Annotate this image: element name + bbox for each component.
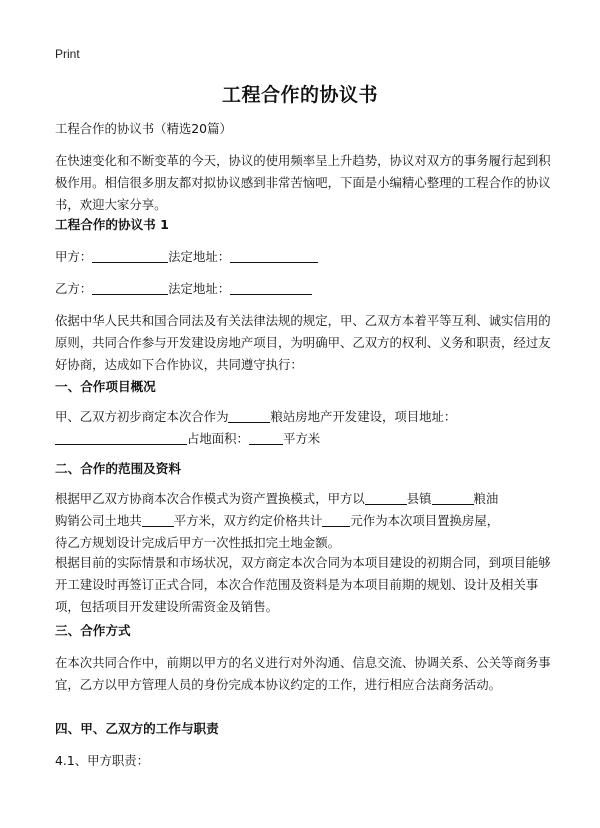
price-blank xyxy=(322,512,350,527)
intro-paragraph: 在快速变化和不断变革的今天，协议的使用频率呈上升趋势，协议对双方的事务履行起到积极作用。相信很多朋友都对拟协议感到非常苦恼吧，下面是小编精心整理的工程合作的协议书，欢迎大家分享。 xyxy=(55,153,551,212)
party-b-label: 乙方： xyxy=(55,281,93,296)
cooperation-method-paragraph: 在本次共同合作中，前期以甲方的名义进行对外沟通、信息交流、协调关系、公关等商务事宜，乙方以甲方管理人员的身份完成本协议约定的工作，进行相应合法商务活动。 xyxy=(55,655,551,692)
party-a-duties-label: 4.1、甲方职责： xyxy=(55,753,150,768)
section-title-1: 工程合作的协议书 1 xyxy=(55,217,169,232)
scope-paragraph xyxy=(55,488,555,554)
p2-text-f: 元作为本次项目置换房屋， xyxy=(350,513,500,528)
p2-text-e: 平方米，双方约定价格共计 xyxy=(173,513,323,528)
project-overview-paragraph xyxy=(55,406,555,450)
p2-text-c: 粮油 xyxy=(473,491,499,506)
project-address-blank xyxy=(55,430,187,445)
heading-project-overview: 一、合作项目概况 xyxy=(55,379,156,394)
heading-scope: 二、合作的范围及资料 xyxy=(55,461,181,476)
document-subtitle: 工程合作的协议书（精选20篇） xyxy=(55,121,232,136)
preamble-paragraph: 依据中华人民共和国合同法及有关法律法规的规定，甲、乙双方本着平等互利、诚实信用的原则，共同合作参与开发建设房地产项目，为明确甲、乙双方的权利、义务和职责，经过友好协商，达成如下合作协议，共同遵守执行： xyxy=(55,313,551,372)
party-a-blank xyxy=(92,248,168,263)
print-link[interactable]: Print xyxy=(55,47,80,61)
party-a-label: 甲方： xyxy=(55,249,93,264)
p2-text-d: 购销公司土地共 xyxy=(55,513,142,528)
heading-cooperation-method: 三、合作方式 xyxy=(55,623,131,638)
p1-text-b: 粮站房地产开发建设，项目地址： xyxy=(270,409,457,424)
party-b-address-label: 法定地址： xyxy=(168,281,231,296)
party-a-address-label: 法定地址： xyxy=(168,249,231,264)
document-title: 工程合作的协议书 xyxy=(221,84,378,106)
p1-text-d: 平方米 xyxy=(282,431,321,446)
heading-duties: 四、甲、乙双方的工作与职责 xyxy=(55,721,219,736)
p1-text-a: 甲、乙双方初步商定本次合作为 xyxy=(55,409,229,424)
land-area-blank xyxy=(142,512,174,527)
context-paragraph: 根据目前的实际情景和市场状况，双方商定本次合同为本项目建设的初期合同，到项目能够开工建设时再签订正式合同，本次合作范围及资料是为本项目前期的规划、设计及相关事项，包括项目开发建设所需资金及销售。 xyxy=(55,555,551,614)
town-blank xyxy=(432,490,474,505)
party-b-line xyxy=(55,278,555,300)
party-b-address-blank xyxy=(230,280,312,295)
party-a-address-blank xyxy=(230,248,318,263)
p2-text-g: 待乙方规划设计完成后甲方一次性抵扣完土地金额。 xyxy=(55,535,340,550)
p2-text-a: 根据甲乙双方协商本次合作模式为资产置换模式，甲方以 xyxy=(55,491,365,506)
p2-text-b: 县镇 xyxy=(406,491,432,506)
county-blank xyxy=(365,490,407,505)
project-name-blank xyxy=(228,408,270,423)
party-b-blank xyxy=(92,280,168,295)
p1-text-c: 占地面积： xyxy=(187,431,249,446)
party-a-line xyxy=(55,246,555,268)
area-blank xyxy=(249,430,283,445)
